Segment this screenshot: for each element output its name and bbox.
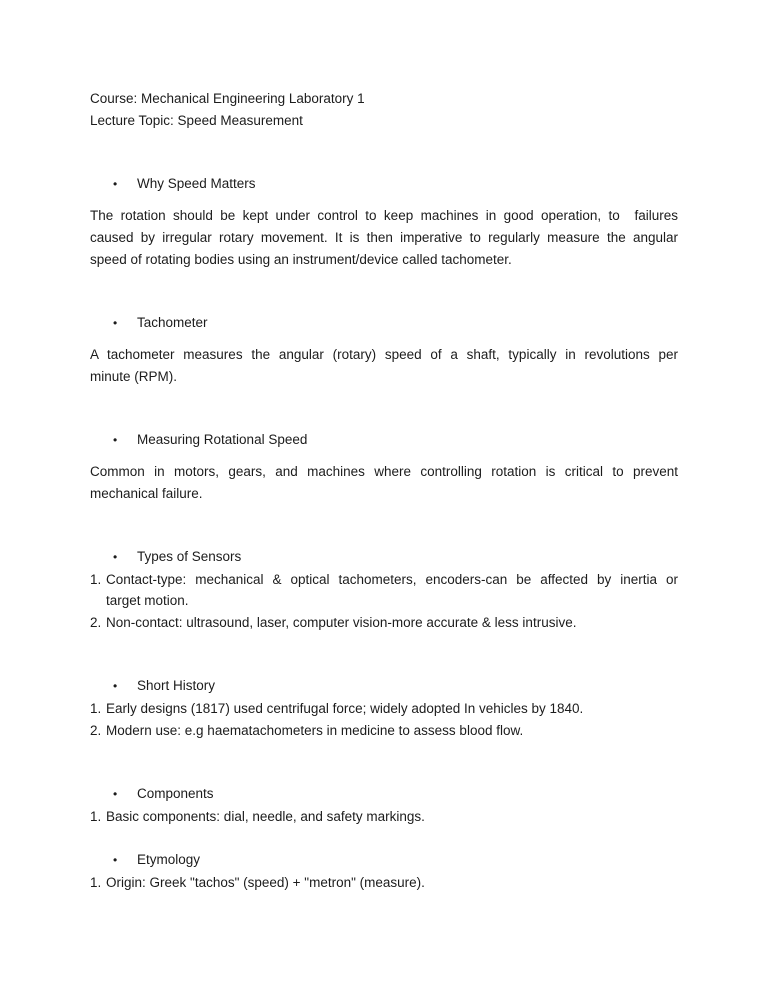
paragraph-measuring-rotational-speed [90, 461, 678, 504]
numbered-list-item [90, 612, 678, 634]
numbered-list-item [90, 720, 678, 742]
numbered-list-item [90, 698, 678, 720]
paragraph-tachometer [90, 344, 678, 387]
document-meta [90, 88, 678, 131]
section-heading-types-of-sensors [90, 546, 678, 569]
paragraph-line: The rotation should be kept under control to keep machines in good operation, to failures [90, 208, 678, 224]
list-item-text [106, 872, 678, 894]
numbered-list-etymology [90, 872, 678, 894]
section-heading-label: Tachometer [137, 314, 208, 330]
bullet-icon: • [113, 176, 118, 191]
section-heading-label: Why Speed Matters [137, 175, 256, 191]
numbered-list-short-history [90, 698, 678, 741]
list-item-text [106, 569, 678, 612]
list-item-number: 1. [90, 808, 102, 824]
paragraph-line: mechanical failure. [90, 485, 203, 501]
section-heading-components [90, 783, 678, 806]
paragraph-why-speed-matters [90, 205, 678, 270]
paragraph-line: Common in motors, gears, and machines where controlling rotation is critical to prevent [90, 464, 678, 480]
bullet-icon: • [113, 315, 118, 330]
section-heading-short-history [90, 675, 678, 698]
list-item-number: 2. [90, 615, 102, 631]
section-heading-tachometer [90, 312, 678, 335]
numbered-list-item [90, 806, 678, 828]
numbered-list-item [90, 569, 678, 612]
list-item-line: Origin: Greek "tachos" (speed) + "metron" (measure). [106, 874, 425, 890]
numbered-list-item [90, 872, 678, 894]
section-heading-label: Types of Sensors [137, 548, 242, 564]
list-item-number: 1. [90, 571, 102, 587]
section-heading-etymology [90, 849, 678, 872]
list-item-text [106, 698, 678, 720]
section-heading-label: Measuring Rotational Speed [137, 431, 308, 447]
list-item-text [106, 806, 678, 828]
list-item-line: Early designs (1817) used centrifugal force; widely adopted In vehicles by 1840. [106, 700, 584, 716]
bullet-icon: • [113, 852, 118, 867]
numbered-list-components [90, 806, 678, 828]
list-item-line: Modern use: e.g haematachometers in medicine to assess blood flow. [106, 722, 524, 738]
bullet-icon: • [113, 786, 118, 801]
section-heading-measuring-rotational-speed [90, 429, 678, 452]
lecture-topic-line: Lecture Topic: Speed Measurement [90, 112, 303, 128]
paragraph-line: A tachometer measures the angular (rotary) speed of a shaft, typically in revolutions per [90, 346, 678, 362]
bullet-icon: • [113, 679, 118, 694]
list-item-number: 1. [90, 700, 102, 716]
list-item-line: Basic components: dial, needle, and safety markings. [106, 808, 425, 824]
list-item-text [106, 612, 678, 634]
bullet-icon: • [113, 549, 118, 564]
list-item-line: target motion. [106, 593, 189, 609]
numbered-list-types-of-sensors [90, 569, 678, 634]
list-item-text [106, 720, 678, 742]
list-item-line: Contact-type: mechanical & optical tachometers, encoders-can be affected by inertia or [106, 571, 678, 587]
list-item-number: 2. [90, 722, 102, 738]
paragraph-line: minute (RPM). [90, 368, 178, 384]
list-item-line: Non-contact: ultrasound, laser, computer vision-more accurate & less intrusive. [106, 615, 577, 631]
course-line: Course: Mechanical Engineering Laboratory 1 [90, 91, 365, 106]
paragraph-line: caused by irregular rotary movement. It is then imperative to regularly measure the angular [90, 229, 678, 245]
section-heading-label: Components [137, 785, 214, 801]
section-heading-label: Short History [137, 678, 216, 694]
bullet-icon: • [113, 432, 118, 447]
section-heading-label: Etymology [137, 851, 201, 867]
section-heading-why-speed-matters [90, 173, 678, 196]
list-item-number: 1. [90, 874, 102, 890]
paragraph-line: speed of rotating bodies using an instrument/device called tachometer. [90, 251, 512, 267]
